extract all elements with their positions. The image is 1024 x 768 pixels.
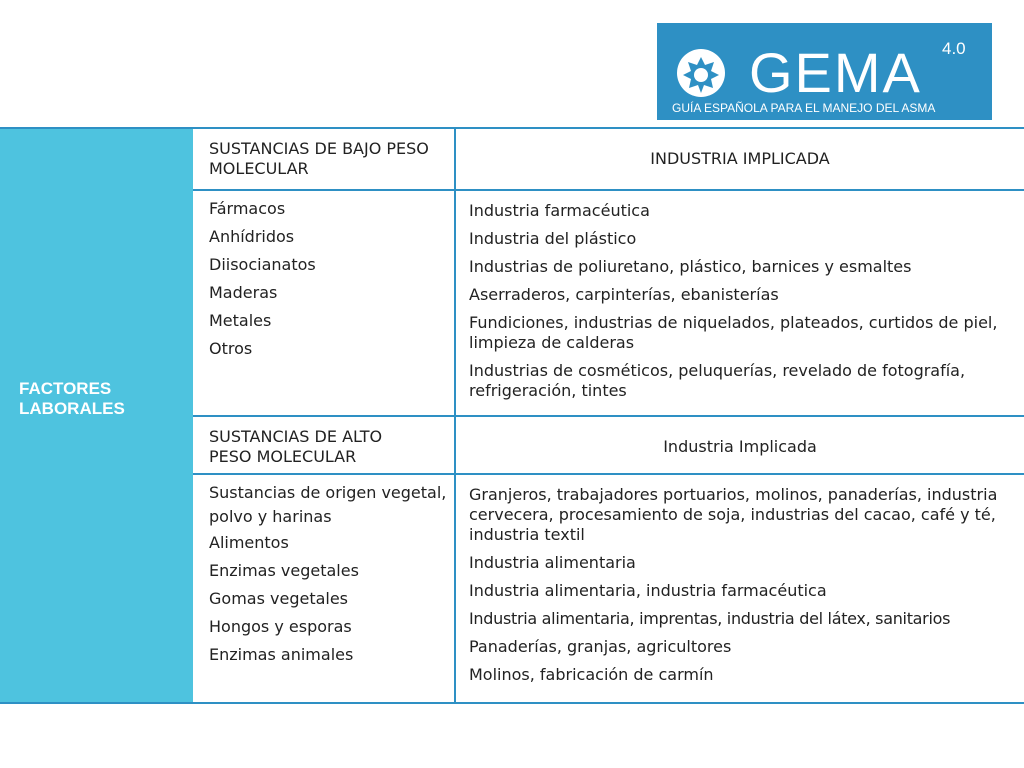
list-item: Gomas vegetales: [209, 589, 349, 608]
header-divider-2: [193, 473, 1024, 475]
list-item: Sustancias de origen vegetal, polvo y harinas: [209, 483, 447, 526]
list-item: Hongos y esporas: [209, 617, 352, 636]
side-category-cell: [0, 127, 193, 704]
list-item: Otros: [209, 339, 253, 358]
low-mw-substances-header: SUSTANCIAS DE BAJO PESO MOLECULAR: [209, 139, 429, 178]
list-item: Panaderías, granjas, agricultores: [469, 637, 732, 656]
list-item: Industrias de cosméticos, peluquerías, revelado de fotografía, refrigeración, tintes: [469, 361, 966, 400]
list-item: Alimentos: [209, 533, 289, 552]
industry-header-2: Industria Implicada: [663, 437, 817, 456]
logo-title: GEMA: [749, 41, 922, 104]
list-item: Industrias de poliuretano, plástico, barnices y esmaltes: [469, 257, 912, 276]
list-item: Enzimas animales: [209, 645, 354, 664]
logo-version: 4.0: [942, 39, 966, 58]
low-mw-industry-list: [469, 201, 1014, 409]
section-divider: [193, 415, 1024, 417]
gema-logo: [657, 23, 992, 120]
list-item: Industria farmacéutica: [469, 201, 650, 220]
list-item: Metales: [209, 311, 272, 330]
list-item: Enzimas vegetales: [209, 561, 359, 580]
list-item: Fármacos: [209, 199, 286, 218]
header-divider-1: [193, 189, 1024, 191]
column-divider: [454, 127, 456, 704]
list-item: Industria alimentaria, industria farmacéutica: [469, 581, 827, 600]
industry-header-1: INDUSTRIA IMPLICADA: [650, 149, 830, 168]
table-bottom-border: [0, 702, 1024, 704]
list-item: Granjeros, trabajadores portuarios, molinos, panaderías, industria cervecera, procesamiento de soja, industrias del cacao, café y té, industria textil: [469, 485, 998, 544]
list-item: Diisocianatos: [209, 255, 316, 274]
logo-subtitle: GUÍA ESPAÑOLA PARA EL MANEJO DEL ASMA: [672, 101, 936, 115]
list-item: Molinos, fabricación de carmín: [469, 665, 714, 684]
high-mw-industry-list: [469, 485, 1017, 693]
list-item: Industria del plástico: [469, 229, 637, 248]
gema-logo-icon: [673, 45, 729, 101]
table-top-border: [0, 127, 1024, 129]
list-item: Anhídridos: [209, 227, 295, 246]
list-item: Industria alimentaria: [469, 553, 636, 572]
list-item: Fundiciones, industrias de niquelados, plateados, curtidos de piel, limpieza de calderas: [469, 313, 998, 352]
side-category-label: FACTORES LABORALES: [19, 379, 125, 418]
list-item: Aserraderos, carpinterías, ebanisterías: [469, 285, 779, 304]
list-item: Maderas: [209, 283, 278, 302]
occupational-factors-table: [0, 127, 1024, 704]
list-item: Industria alimentaria, imprentas, industria del látex, sanitarios: [469, 609, 951, 628]
high-mw-substance-list: [209, 481, 449, 669]
low-mw-substance-list: [209, 195, 316, 363]
high-mw-substances-header: SUSTANCIAS DE ALTO PESO MOLECULAR: [209, 427, 383, 466]
